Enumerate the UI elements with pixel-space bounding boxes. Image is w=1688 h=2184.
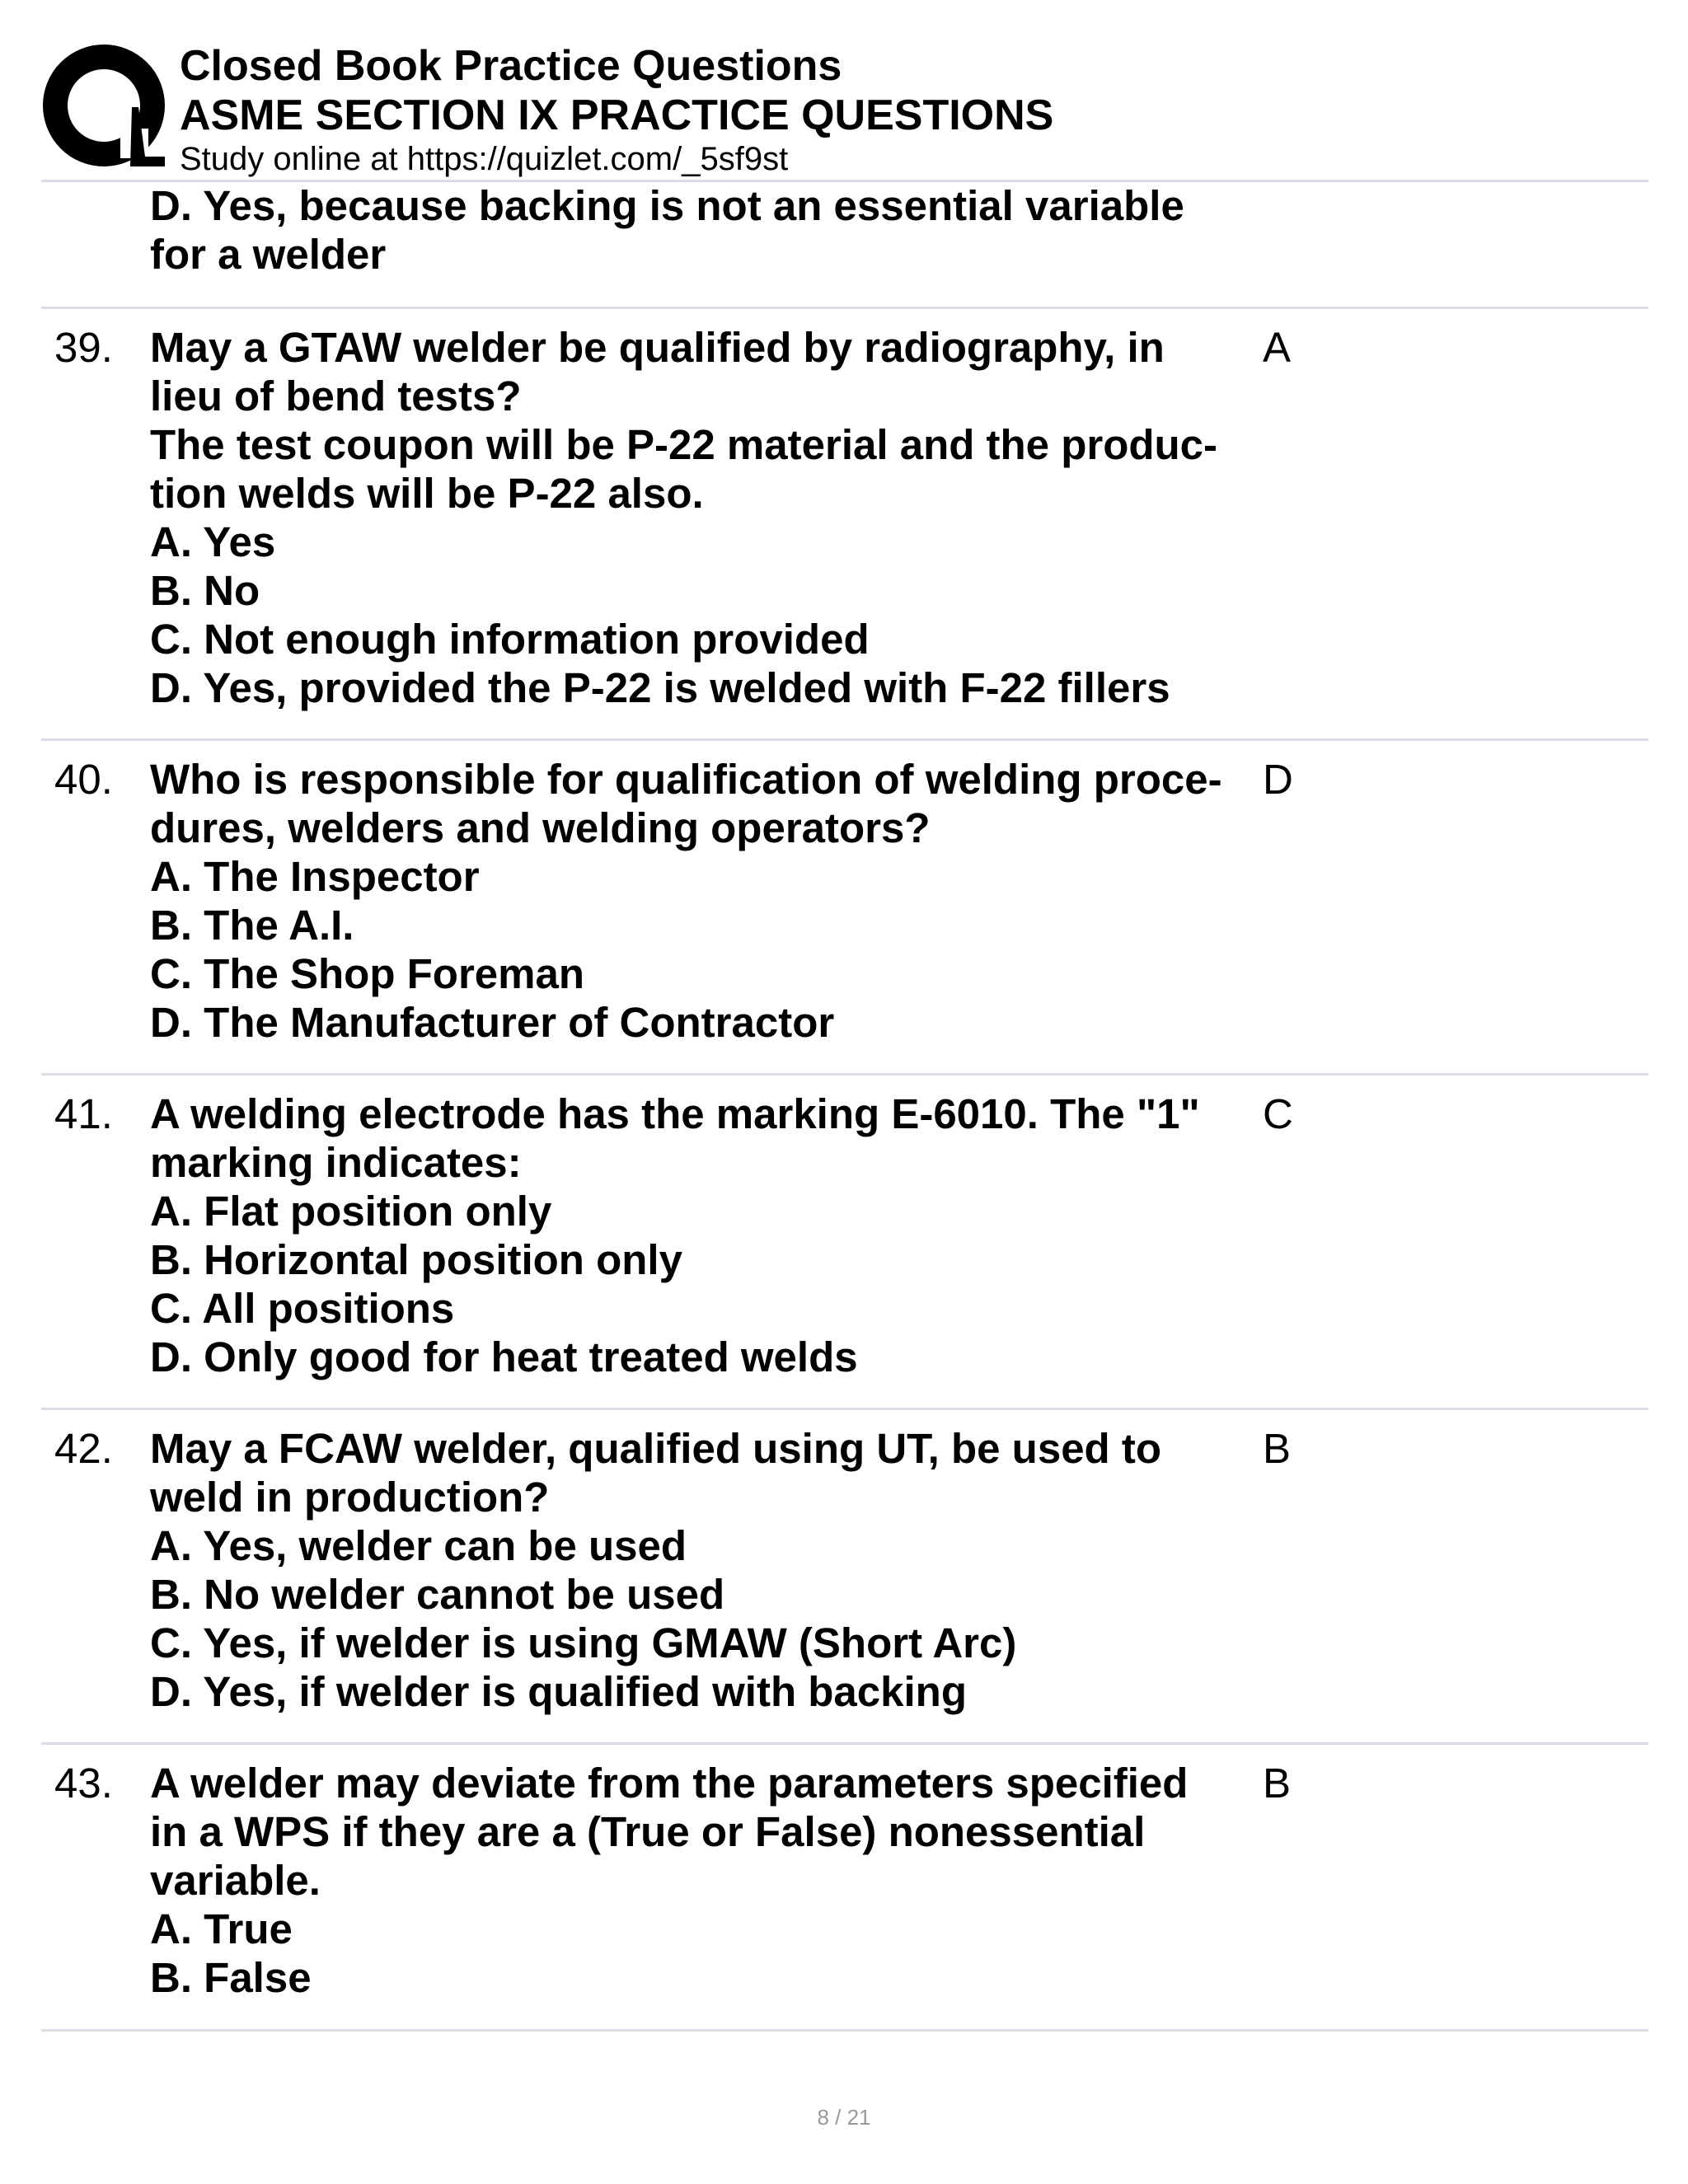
question-answer: B	[1263, 1425, 1292, 1472]
text-line: in a WPS if they are a (True or False) nonessential	[150, 1808, 1146, 1855]
question-divider	[41, 2029, 1648, 2032]
question-divider	[41, 1742, 1648, 1745]
text-line: B. No	[150, 567, 260, 614]
question-text	[150, 1090, 1304, 1381]
question-number: 40.	[54, 756, 113, 803]
question-text	[150, 323, 1304, 712]
text-line: May a GTAW welder be qualified by radiography, in	[150, 324, 1165, 371]
text-line: D. The Manufacturer of Contractor	[150, 999, 835, 1046]
question-divider	[41, 307, 1648, 309]
question-answer: C	[1263, 1090, 1293, 1137]
text-line: D. Only good for heat treated welds	[150, 1333, 858, 1380]
text-line: A. Yes	[150, 518, 276, 565]
text-line: marking indicates:	[150, 1139, 522, 1186]
text-line: The test coupon will be P-22 material and the produc-	[150, 421, 1218, 468]
text-line: D. Yes, provided the P-22 is welded with F-22 fillers	[150, 664, 1170, 711]
page-header	[41, 36, 1648, 185]
quizlet-logo-icon	[41, 43, 190, 191]
text-line: weld in production?	[150, 1474, 550, 1521]
question-number: 39.	[54, 324, 113, 371]
question-divider	[41, 1408, 1648, 1410]
text-line: D. Yes, if welder is qualified with backing	[150, 1668, 967, 1715]
question-divider	[41, 1073, 1648, 1076]
text-line: A. True	[150, 1905, 293, 1952]
text-line: A welding electrode has the marking E-6010. The "1"	[150, 1090, 1200, 1137]
text-line: B. Horizontal position only	[150, 1236, 682, 1283]
document-subtitle: ASME SECTION IX PRACTICE QUESTIONS	[180, 91, 1054, 139]
text-line: May a FCAW welder, qualified using UT, be used to	[150, 1425, 1162, 1472]
study-online-link[interactable]: Study online at https://quizlet.com/_5sf9st	[180, 141, 789, 177]
text-line: B. False	[150, 1954, 312, 2001]
text-line: variable.	[150, 1857, 321, 1904]
question-answer: A	[1263, 324, 1292, 371]
question-divider	[41, 738, 1648, 741]
text-line: C. Not enough information provided	[150, 616, 870, 663]
text-line: for a welder	[150, 231, 387, 278]
document-title: Closed Book Practice Questions	[180, 42, 842, 90]
continued-question-text	[150, 181, 1304, 279]
question-number: 43.	[54, 1760, 113, 1807]
text-line: A. The Inspector	[150, 853, 480, 900]
question-number: 42.	[54, 1425, 113, 1472]
header-text	[180, 41, 1053, 178]
text-line: D. Yes, because backing is not an essential variable	[150, 182, 1184, 229]
question-number: 41.	[54, 1090, 113, 1137]
text-line: Who is responsible for qualification of welding proce-	[150, 756, 1222, 803]
text-line: A. Flat position only	[150, 1188, 552, 1235]
text-line: C. All positions	[150, 1285, 455, 1332]
text-line: B. The A.I.	[150, 902, 354, 949]
text-line: C. Yes, if welder is using GMAW (Short Arc)	[150, 1619, 1017, 1666]
question-text	[150, 755, 1304, 1047]
text-line: lieu of bend tests?	[150, 373, 522, 419]
text-line: tion welds will be P-22 also.	[150, 470, 704, 517]
page-number: 8 / 21	[817, 2105, 871, 2130]
question-answer: B	[1263, 1760, 1292, 1807]
question-text	[150, 1759, 1304, 2002]
text-line: A welder may deviate from the parameters specified	[150, 1760, 1189, 1807]
text-line: A. Yes, welder can be used	[150, 1522, 687, 1569]
text-line: dures, welders and welding operators?	[150, 804, 931, 851]
question-answer: D	[1263, 756, 1293, 803]
question-text	[150, 1424, 1304, 1716]
text-line: C. The Shop Foreman	[150, 950, 585, 997]
text-line: B. No welder cannot be used	[150, 1571, 725, 1618]
